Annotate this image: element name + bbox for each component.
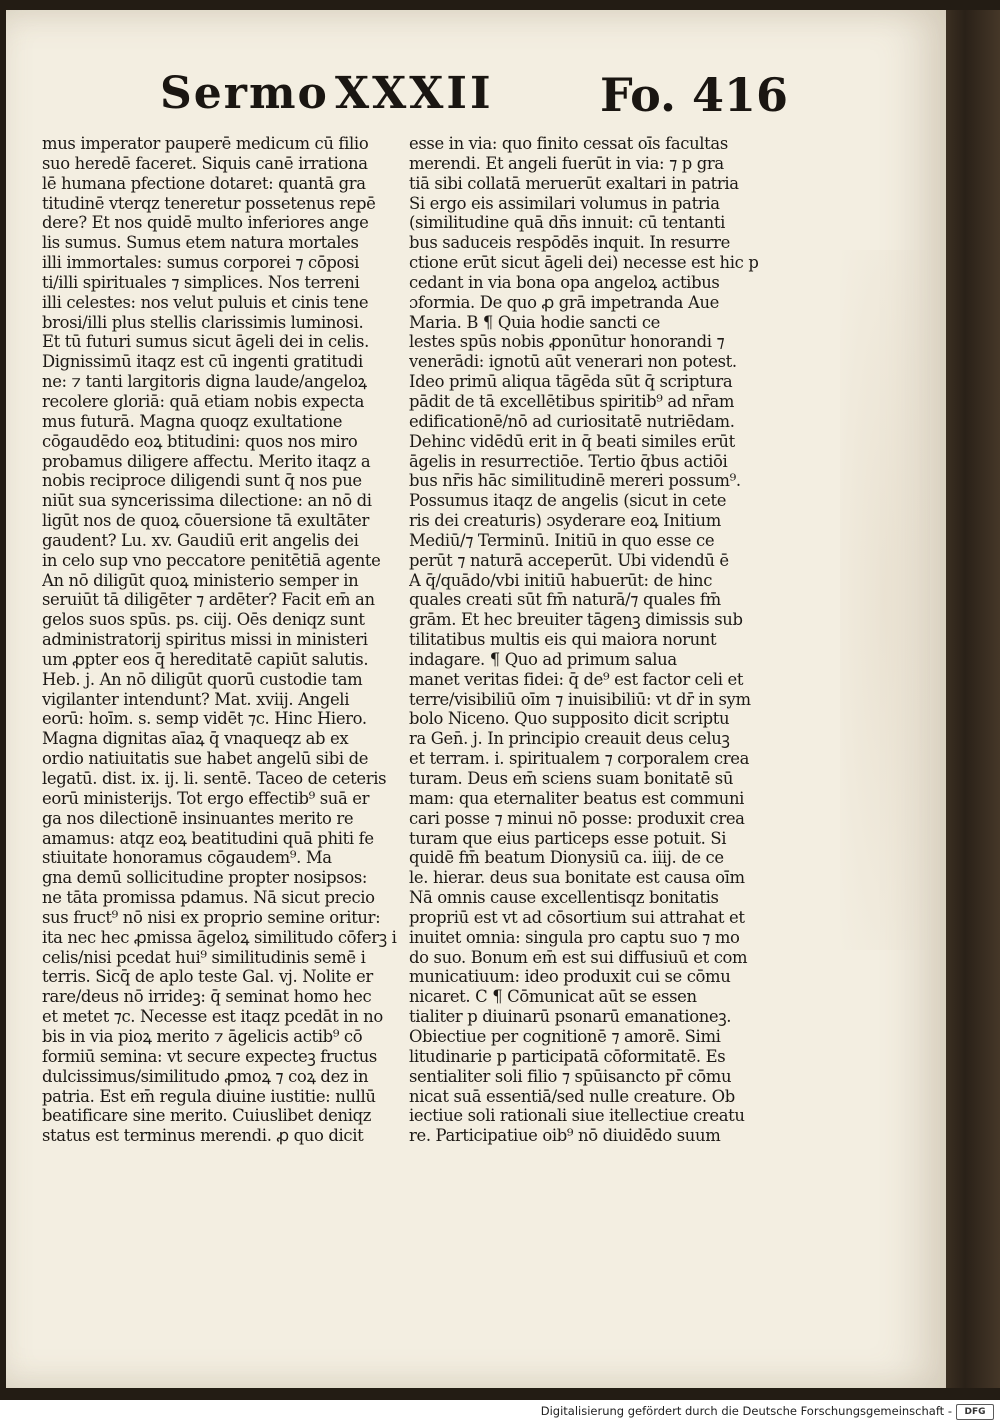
text-line: gna demū sollicitudine propter nosipsos: xyxy=(42,868,368,888)
text-line: ɔformia. De quo ꝓ grā impetranda Aue xyxy=(409,292,720,312)
text-line: perūt ⁊ naturā acceperūt. Ubi videndū ē xyxy=(409,550,729,570)
text-line: inuitet omnia: singula pro captu suo ⁊ mo xyxy=(409,927,740,947)
text-line: formiū semina: vt secure expecteꝫ fructus xyxy=(42,1046,377,1066)
text-line: propriū est vt ad cōsortium sui attrahat et xyxy=(409,907,745,927)
text-line: ligūt nos de quoꝝ cōuersione tā exultāter xyxy=(42,511,369,531)
text-line: eorū: hoīm. s. semp vidēt ⁊c. Hinc Hiero. xyxy=(42,709,367,729)
text-line: amamus: atqz eoꝝ beatitudini quā phiti fe xyxy=(42,828,374,848)
text-line: Magna dignitas aīaꝝ q̄ vnaqueqz ab ex xyxy=(42,729,349,749)
text-line: beatificare sine merito. Cuiuslibet deniqz xyxy=(42,1106,372,1126)
text-line: mus imperator pauperē medicum cū filio xyxy=(42,134,369,153)
text-line: sus fruct⁹ nō nisi ex proprio semine oritur: xyxy=(42,907,381,927)
text-line: A q̄/quādo/vbi initiū habuerūt: de hinc xyxy=(409,570,713,590)
text-line: legatū. dist. ix. ij. li. sentē. Taceo de ceteris xyxy=(42,769,387,788)
dfg-logo: DFG xyxy=(956,1404,994,1420)
text-line: Obiectiue per cognitionē ⁊ amorē. Simi xyxy=(409,1026,721,1046)
text-line: patria. Est em̄ regula diuine iustitie: nullū xyxy=(42,1086,376,1106)
text-line: um ꝓpter eos q̄ hereditatē capiūt salutis. xyxy=(42,649,369,669)
text-line: Dehinc vidēdū erit in q̄ beati similes erūt xyxy=(409,431,735,451)
text-line: status est terminus merendi. ꝓ quo dicit xyxy=(42,1126,364,1146)
text-line: quidē fm̄ beatum Dionysiū ca. iiij. de ce xyxy=(409,848,724,868)
text-line: administratorij spiritus missi in ministeri xyxy=(42,630,368,650)
text-line: et metet ⁊c. Necesse est itaqz pcedāt in no xyxy=(42,1007,383,1027)
text-line: eorū ministerijs. Tot ergo effectib⁹ suā er xyxy=(42,788,370,808)
page-stain xyxy=(840,250,930,950)
text-line: merendi. Et angeli fuerūt in via: ⁊ p gra xyxy=(409,153,724,173)
text-line: manet veritas fidei: q̄ de⁹ est factor celi et xyxy=(409,669,744,689)
text-line: gelos suos spūs. ps. ciij. Oēs deniqz sunt xyxy=(42,610,365,630)
text-line: do suo. Bonum em̄ est sui diffusiuū et com xyxy=(409,947,748,967)
text-line: tiā sibi collatā meruerūt exaltari in patria xyxy=(409,173,739,193)
text-line: re. Participatiue oib⁹ nō diuidēdo suum xyxy=(409,1126,721,1146)
text-line: ne: ⁊ tanti largitoris digna laude/angeloꝝ xyxy=(42,372,367,392)
text-line: brosi/illi plus stellis clarissimis luminosi. xyxy=(42,312,364,332)
text-line: titudinē vterqz teneretur possetenus repē xyxy=(42,193,376,213)
text-line: bis in via pioꝝ merito ⁊ āgelicis actib⁹ cō xyxy=(42,1026,363,1046)
text-line: suo heredē faceret. Siquis canē irrationa xyxy=(42,153,368,173)
text-line: ita nec hec ꝓmissa āgeloꝝ similitudo cōferꝫ i xyxy=(42,927,397,947)
text-line: recolere gloriā: quā etiam nobis expecta xyxy=(42,391,364,411)
text-line: tilitatibus multis eis qui maiora norunt xyxy=(409,630,717,650)
text-line: nicaret. C ¶ Cōmunicat aūt se essen xyxy=(409,987,697,1007)
text-line: Ideo primū aliqua tāgēda sūt q̄ scriptura xyxy=(409,372,733,392)
text-line: Nā omnis cause excellentisqz bonitatis xyxy=(409,888,719,908)
text-line: le. hierar. deus sua bonitate est causa oīm xyxy=(409,868,745,888)
text-line: dere? Et nos quidē multo inferiores ange xyxy=(42,213,369,233)
right-text-column xyxy=(409,134,770,1146)
text-line: mus futurā. Magna quoqz exultatione xyxy=(42,411,343,431)
text-line: lis sumus. Sumus etem natura mortales xyxy=(42,233,359,253)
text-line: bus nr̄is hāc similitudinē mereri possum⁹. xyxy=(409,471,741,491)
text-line: stiuitate honoramus cōgaudem⁹. Ma xyxy=(42,848,332,868)
text-line: ris dei creaturis) ɔsyderare eoꝝ Initium xyxy=(409,511,721,531)
text-line: cari posse ⁊ minui nō posse: produxit crea xyxy=(409,808,745,828)
running-head-chapter: XXXII xyxy=(335,68,494,119)
text-line: esse in via: quo finito cessat oīs facultas xyxy=(409,134,728,153)
text-line: turam que eius particeps esse potuit. Si xyxy=(409,828,727,848)
text-line: litudinarie p participatā cōformitatē. Es xyxy=(409,1046,726,1066)
text-line: rare/deus nō irrideꝫ: q̄ seminat homo hec xyxy=(42,987,372,1007)
text-line: venerādi: ignotū aūt venerari non potest. xyxy=(409,352,737,372)
text-line: ctione erūt sicut āgeli dei) necesse est hic p xyxy=(409,253,759,273)
book-gutter xyxy=(946,10,1000,1388)
text-line: An nō diligūt quoꝝ ministerio semper in xyxy=(42,570,359,590)
text-line: vigilanter intendunt? Mat. xviij. Angeli xyxy=(42,689,350,709)
text-line: ti/illi spirituales ⁊ simplices. Nos terreni xyxy=(42,272,360,292)
text-line: gaudent? Lu. xv. Gaudiū erit angelis dei xyxy=(42,530,359,550)
footer-bar xyxy=(0,1400,1000,1423)
text-line: Maria. B ¶ Quia hodie sancti ce xyxy=(409,312,660,332)
text-line: illi celestes: nos velut puluis et cinis tene xyxy=(42,292,369,312)
text-line: Et tū futuri sumus sicut āgeli dei in celis. xyxy=(42,332,369,352)
left-text-column xyxy=(42,134,402,1146)
text-line: Possumus itaqz de angelis (sicut in cete xyxy=(409,491,727,511)
text-line: grām. Et hec breuiter tāgenꝫ dimissis sub xyxy=(409,610,743,630)
text-line: terre/visibiliū oīm ⁊ inuisibiliū: vt dr̄ in sym xyxy=(409,689,751,709)
text-line: bolo Niceno. Quo supposito dicit scriptu xyxy=(409,709,730,729)
text-line: pādit de tā excellētibus spiritib⁹ ad nr̄am xyxy=(409,391,735,411)
running-head-title: Sermo xyxy=(160,68,329,119)
text-line: Si ergo eis assimilari volumus in patria xyxy=(409,193,720,213)
text-line: ne tāta promissa pdamus. Nā sicut precio xyxy=(42,888,375,908)
text-line: municatiuum: ideo produxit cui se cōmu xyxy=(409,967,731,987)
text-line: dulcissimus/similitudo ꝓmoꝝ ⁊ coꝝ dez in xyxy=(42,1066,369,1086)
text-line: et terram. i. spiritualem ⁊ corporalem crea xyxy=(409,749,750,769)
text-line: illi immortales: sumus corporei ⁊ cōposi xyxy=(42,253,359,273)
funding-credit: Digitalisierung gefördert durch die Deutsche Forschungsgemeinschaft - xyxy=(540,1404,952,1418)
text-line: cōgaudēdo eoꝝ btitudini: quos nos miro xyxy=(42,431,358,451)
text-line: mam: qua eternaliter beatus est communi xyxy=(409,788,745,808)
text-line: edificationē/nō ad curiositatē nutriēdam. xyxy=(409,411,735,431)
text-line: sentialiter soli filio ⁊ spūisancto pr̄ cōmu xyxy=(409,1066,732,1086)
text-line: lē humana pfectione dotaret: quantā gra xyxy=(42,173,366,193)
text-line: quales creati sūt fm̄ naturā/⁊ quales fm̄ xyxy=(409,590,721,610)
text-line: nicat suā essentiā/sed nulle creature. Ob xyxy=(409,1086,735,1106)
text-line: bus saduceis respōdēs inquit. In resurre xyxy=(409,233,730,253)
text-line: indagare. ¶ Quo ad primum salua xyxy=(409,649,677,669)
text-line: Mediū/⁊ Terminū. Initiū in quo esse ce xyxy=(409,530,715,550)
text-line: turam. Deus em̄ sciens suam bonitatē sū xyxy=(409,769,734,788)
text-line: terris. Sicq̄ de aplo teste Gal. vj. Nolite er xyxy=(42,967,373,987)
text-line: (similitudine quā dn̄s innuit: cū tentanti xyxy=(409,213,726,233)
text-line: Dignissimū itaqz est cū ingenti gratitudi xyxy=(42,352,363,372)
text-line: celis/nisi pcedat hui⁹ similitudinis semē i xyxy=(42,947,366,967)
text-line: in celo sup vno peccatore penitētiā agente xyxy=(42,550,381,570)
folio-number: Fo. 416 xyxy=(600,68,789,122)
text-line: probamus diligere affectu. Merito itaqz a xyxy=(42,451,371,471)
text-line: lestes spūs nobis ꝓponūtur honorandi ⁊ xyxy=(409,332,725,352)
text-line: seruiūt tā diligēter ⁊ ardēter? Facit em̄ an xyxy=(42,590,375,610)
text-line: ga nos dilectionē insinuantes merito re xyxy=(42,808,354,828)
text-line: tialiter p diuinarū psonarū emanationeꝫ. xyxy=(409,1007,732,1027)
text-line: iectiue soli rationali siue itellectiue creatu xyxy=(409,1106,745,1126)
text-line: ordio natiuitatis sue habet angelū sibi de xyxy=(42,749,369,769)
text-line: niūt sua syncerissima dilectione: an nō di xyxy=(42,491,372,511)
text-line: nobis reciproce diligendi sunt q̄ nos pue xyxy=(42,471,362,491)
text-line: cedant in via bona opa angeloꝝ actibus xyxy=(409,272,720,292)
text-line: Heb. j. An nō diligūt quorū custodie tam xyxy=(42,669,363,689)
text-line: āgelis in resurrectiōe. Tertio q̄bus actiōi xyxy=(409,451,728,471)
text-line: ra Gen̄. j. In principio creauit deus celuꝫ xyxy=(409,729,730,749)
